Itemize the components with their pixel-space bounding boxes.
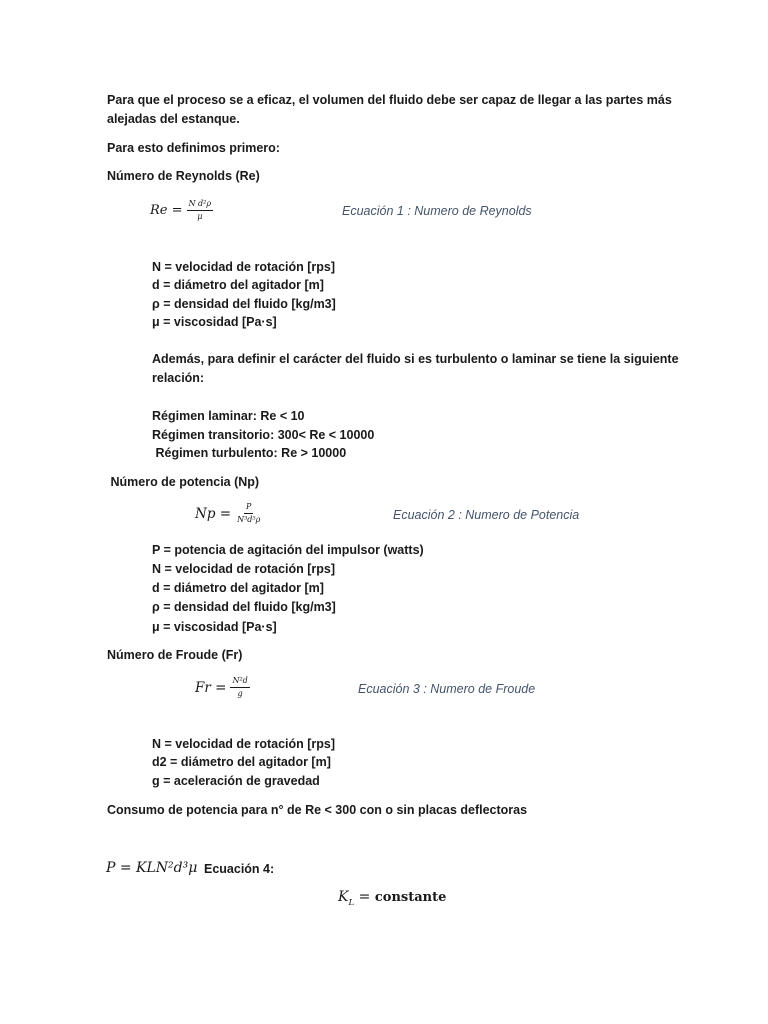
reynolds-equation [150, 199, 213, 222]
froude-caption: Ecuación 3 : Numero de Froude [358, 682, 536, 696]
froude-numerator: N²d [230, 676, 249, 688]
potencia-caption: Ecuación 2 : Numero de Potencia [393, 508, 580, 522]
equation-4-label: Ecuación 4: [204, 862, 275, 876]
froude-equation [195, 676, 250, 699]
potencia-numerator: P [244, 502, 253, 514]
froude-var: d2 = diámetro del agitador [m] [152, 755, 331, 769]
froude-fraction [230, 676, 249, 699]
intro-line-1: Para que el proceso se a eficaz, el volumen del fluido debe ser capaz de llegar a las partes más [107, 93, 672, 107]
froude-var: g = aceleración de gravedad [152, 774, 320, 788]
froude-var: N = velocidad de rotación [rps] [152, 737, 336, 751]
intro-line-3: Para esto definimos primero: [107, 141, 280, 155]
reynolds-heading: Número de Reynolds (Re) [107, 169, 260, 183]
potencia-heading: Número de potencia (Np) [107, 475, 260, 489]
reynolds-extra-line-2: relación: [152, 371, 205, 385]
regime-item: Régimen laminar: Re < 10 [152, 409, 305, 423]
reynolds-var: N = velocidad de rotación [rps] [152, 260, 336, 274]
regime-item: Régimen transitorio: 300< Re < 10000 [152, 428, 375, 442]
potencia-var: ρ = densidad del fluido [kg/m3] [152, 600, 336, 614]
reynolds-numerator: N d²ρ [187, 199, 214, 211]
potencia-fraction [235, 502, 262, 525]
reynolds-caption: Ecuación 1 : Numero de Reynolds [342, 204, 532, 218]
reynolds-fraction [187, 199, 214, 222]
reynolds-var: d = diámetro del agitador [m] [152, 278, 324, 292]
potencia-var: N = velocidad de rotación [rps] [152, 562, 336, 576]
froude-lhs: Fr = [195, 679, 227, 696]
intro-line-2: alejadas del estanque. [107, 112, 240, 126]
kl-constant [338, 889, 447, 908]
reynolds-var: ρ = densidad del fluido [kg/m3] [152, 297, 336, 311]
reynolds-denominator: μ [197, 212, 203, 221]
reynolds-lhs: Re = [150, 203, 183, 218]
potencia-denominator: N³d⁵ρ [237, 515, 261, 524]
kl-symbol: $K_L$ = [338, 889, 375, 908]
potencia-var: P = potencia de agitación del impulsor (watts) [152, 543, 424, 557]
regime-item: Régimen turbulento: Re > 10000 [152, 446, 347, 460]
equation-4: P = KLN²d³μ [106, 860, 198, 876]
potencia-lhs: Np = [195, 505, 232, 522]
potencia-equation [195, 502, 262, 525]
potencia-var: μ = viscosidad [Pa·s] [152, 620, 277, 634]
reynolds-extra-line-1: Además, para definir el carácter del fluido si es turbulento o laminar se tiene la siguiente [152, 352, 679, 366]
reynolds-var: μ = viscosidad [Pa·s] [152, 315, 277, 329]
potencia-var: d = diámetro del agitador [m] [152, 581, 324, 595]
kl-value: constante [374, 889, 447, 905]
froude-denominator: g [237, 689, 243, 698]
consumo-heading: Consumo de potencia para n° de Re < 300 con o sin placas deflectoras [107, 803, 528, 817]
froude-heading: Número de Froude (Fr) [107, 648, 243, 662]
